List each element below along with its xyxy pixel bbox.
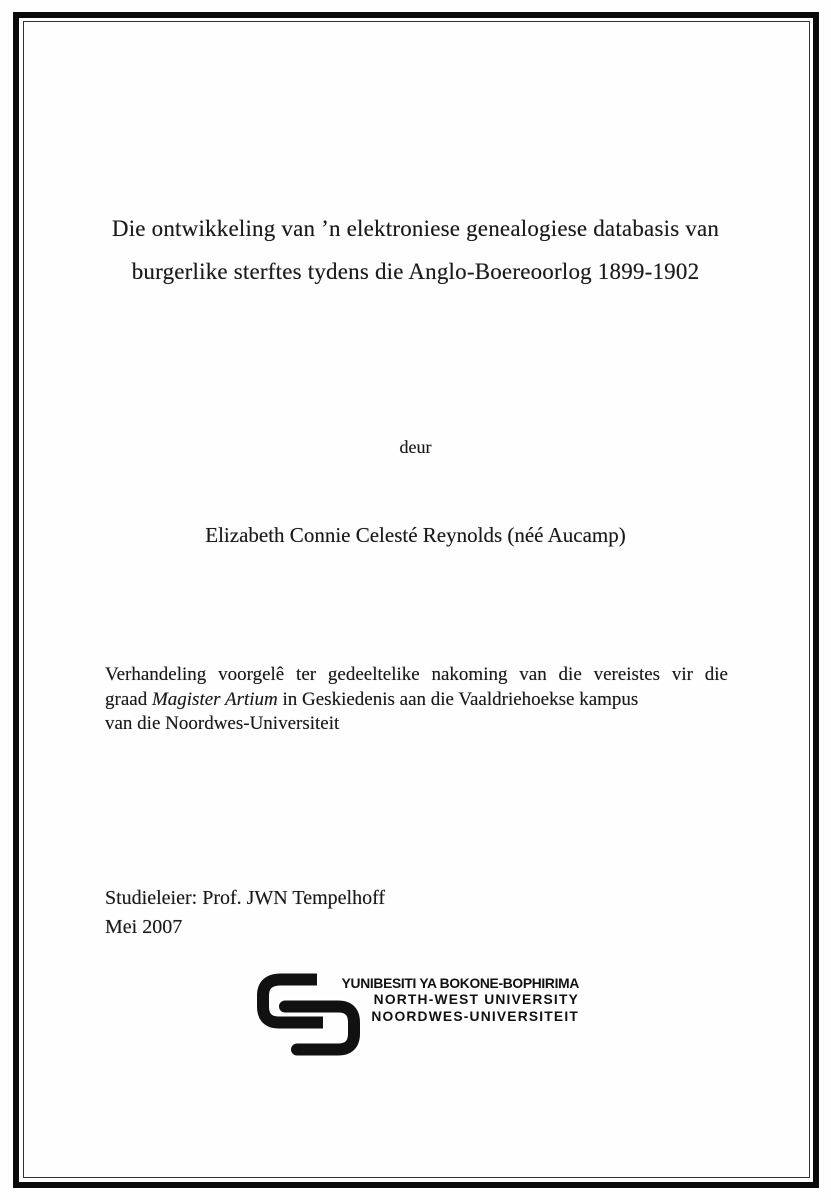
nwu-logo-line3: NOORDWES-UNIVERSITEIT xyxy=(371,1008,579,1024)
submission-line1: Verhandeling voorgelê ter gedeeltelike nakoming van die vereistes vir die xyxy=(105,664,728,685)
author-name: Elizabeth Connie Celesté Reynolds (néé Aucamp) xyxy=(205,523,626,547)
supervisor-date-block xyxy=(105,884,385,941)
submission-line3: van die Noordwes-Universiteit xyxy=(105,713,340,734)
submission-line2-pre: graad xyxy=(105,688,152,710)
nwu-logo-wordmark xyxy=(342,976,579,1025)
submission-statement xyxy=(105,663,728,737)
nwu-logo-line2: NORTH-WEST UNIVERSITY xyxy=(373,992,579,1008)
thesis-title-line1: Die ontwikkeling van ’n elektroniese genealogiese databasis van xyxy=(111,216,720,241)
byline-label: deur xyxy=(399,437,432,457)
degree-name: Magister Artium xyxy=(151,688,278,710)
nwu-logo-line1: YUNIBESITI YA BOKONE-BOPHIRIMA xyxy=(341,976,579,991)
submission-line2 xyxy=(105,688,728,713)
date-line: Mei 2007 xyxy=(105,915,183,938)
thesis-title-line2: burgerlike sterftes tydens die Anglo-Boereoorlog 1899-1902 xyxy=(131,259,700,284)
supervisor-line: Studieleier: Prof. JWN Tempelhoff xyxy=(105,887,386,909)
thesis-title xyxy=(70,207,761,293)
submission-line2-post: in Geskiedenis aan die Vaaldriehoekse kampus xyxy=(277,688,639,710)
